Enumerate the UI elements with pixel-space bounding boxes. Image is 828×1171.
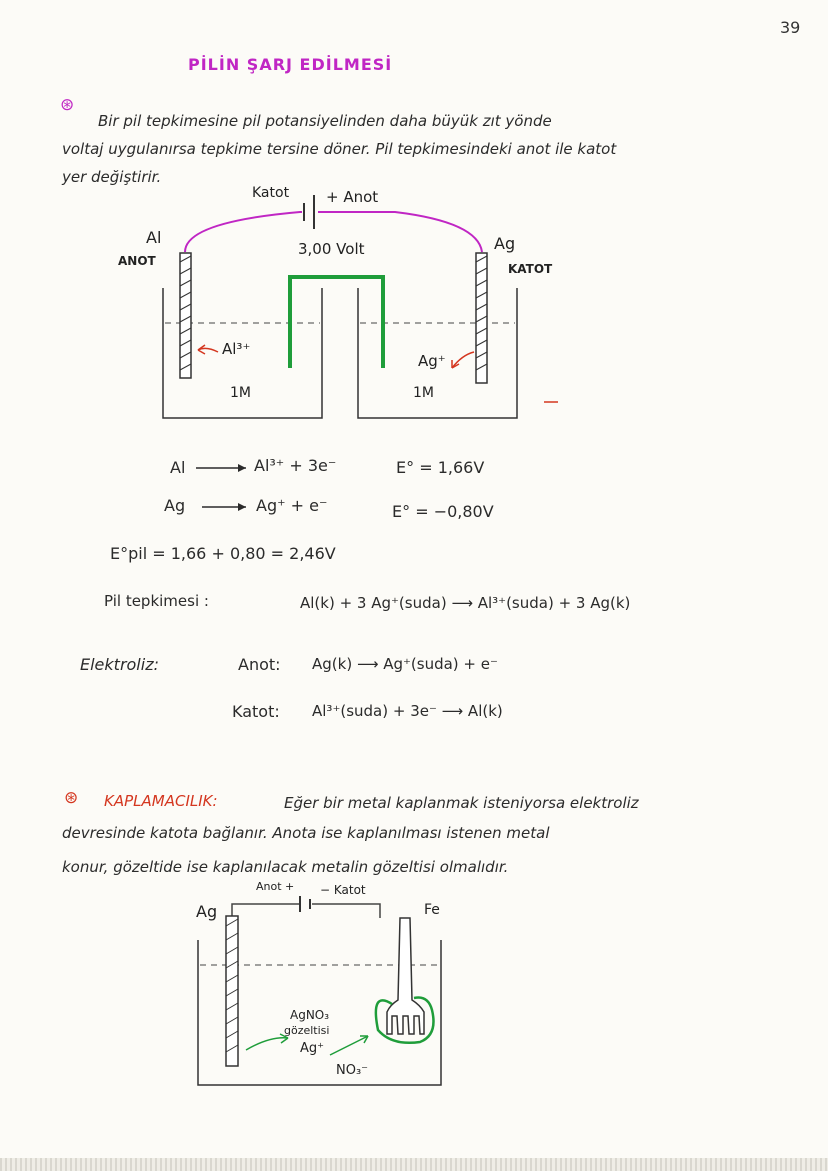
- al-ion-label: Al³⁺: [222, 340, 251, 358]
- al-potential: E° = 1,66V: [396, 458, 485, 477]
- left-role-label: ANOT: [118, 254, 156, 268]
- left-concentration: 1M: [230, 385, 251, 401]
- ag-ion-to-fork-arrow: [330, 1036, 368, 1055]
- right-role-label: KATOT: [508, 262, 553, 276]
- fe-fork-icon: [387, 918, 424, 1034]
- intro-line-1: Bir pil tepkimesine pil potansiyelinden daha büyük zıt yönde: [98, 112, 552, 130]
- ag-ion-label: Ag⁺: [418, 352, 446, 370]
- electrolysis-anot-eq: Ag(k) ⟶ Ag⁺(suda) + e⁻: [312, 655, 498, 673]
- plating-line-3: konur, gözeltide ise kaplanılacak metalin gözeltisi olmalıdır.: [62, 858, 509, 876]
- electrolysis-katot-label: Katot:: [232, 702, 280, 721]
- bullet-icon: ⊛: [60, 95, 75, 115]
- plating-anot-label: Anot +: [256, 880, 295, 893]
- solution-formula: AgNO₃: [290, 1008, 330, 1022]
- plating-bullet-icon: ⊛: [64, 788, 79, 808]
- page-number: 39: [780, 18, 801, 37]
- ag-product: Ag⁺ + e⁻: [256, 496, 328, 515]
- plating-line-1: Eğer bir metal kaplanmak isteniyorsa elektroliz: [284, 794, 639, 812]
- plating-katot-label: − Katot: [320, 883, 366, 897]
- left-metal-label: Al: [146, 228, 162, 247]
- page-title: PİLİN ŞARJ EDİLMESİ: [188, 55, 393, 74]
- electrolysis-label: Elektroliz:: [80, 655, 159, 674]
- intro-line-2: voltaj uygulanırsa tepkime tersine döner. Pil tepkimesindeki anot ile katot: [62, 140, 617, 158]
- solution-word: gözeltisi: [284, 1024, 330, 1037]
- plating-line-2: devresinde katota bağlanır. Anota ise kaplanılması istenen metal: [62, 824, 550, 842]
- al-reactant: Al: [170, 458, 186, 477]
- katot-label: Katot: [252, 185, 290, 201]
- plating-right-metal: Fe: [424, 902, 440, 918]
- ag-potential: E° = −0,80V: [392, 502, 494, 521]
- plating-right-wire: [312, 904, 380, 918]
- agno3-arrow: [246, 1038, 288, 1050]
- cell-reaction-equation: Al(k) + 3 Ag⁺(suda) ⟶ Al³⁺(suda) + 3 Ag(k): [300, 594, 631, 612]
- electrolysis-anot-label: Anot:: [238, 655, 281, 674]
- al-product: Al³⁺ + 3e⁻: [254, 456, 337, 475]
- cell-reaction-label: Pil tepkimesi :: [104, 592, 209, 610]
- anot-label: + Anot: [326, 188, 379, 206]
- page-bottom-edge: [0, 1158, 828, 1171]
- right-metal-label: Ag: [494, 234, 516, 253]
- plating-heading: KAPLAMACILIK:: [104, 792, 218, 810]
- electrolysis-katot-eq: Al³⁺(suda) + 3e⁻ ⟶ Al(k): [312, 702, 503, 720]
- plating-left-metal: Ag: [196, 902, 218, 921]
- ag-reactant: Ag: [164, 496, 186, 515]
- anion-label: NO₃⁻: [336, 1063, 369, 1078]
- voltage-label: 3,00 Volt: [298, 240, 365, 258]
- right-concentration: 1M: [413, 385, 434, 401]
- intro-line-3: yer değiştirir.: [62, 168, 162, 186]
- cell-potential: E°pil = 1,66 + 0,80 = 2,46V: [110, 544, 336, 563]
- plating-left-wire: [232, 904, 300, 918]
- cation-label: Ag⁺: [300, 1041, 325, 1056]
